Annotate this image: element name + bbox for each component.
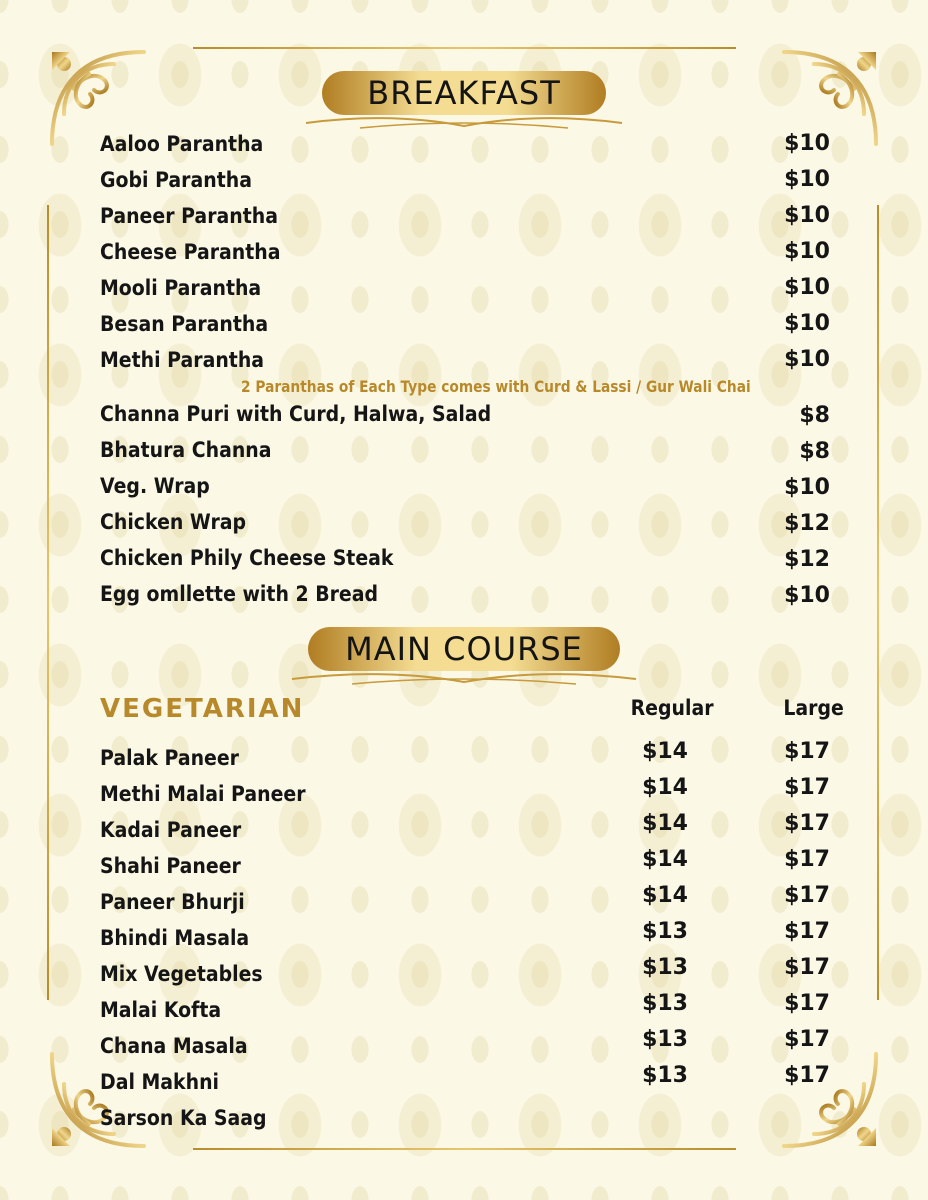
menu-item-name: Dal Makhni [100,1070,220,1094]
main-course-title: MAIN COURSE [345,630,583,668]
regular-price: $13 [642,991,688,1016]
large-price: $17 [784,1063,830,1088]
menu-item-name: Mooli Parantha [100,276,262,300]
frame-top-line [193,47,736,49]
menu-item-name: Chicken Wrap [100,510,247,534]
regular-price: $13 [642,1063,688,1088]
menu-item-name: Bhatura Channa [100,438,272,462]
regular-column-header: Regular [630,696,714,720]
menu-item-name: Gobi Parantha [100,168,252,192]
menu-item-price: $10 [784,311,830,336]
large-column-header: Large [783,696,844,720]
menu-item-price: $12 [784,547,830,572]
large-price: $17 [784,919,830,944]
breakfast-title: BREAKFAST [367,74,561,112]
menu-item-price: $12 [784,511,830,536]
vegetarian-heading: VEGETARIAN [100,694,305,724]
menu-item-name: Malai Kofta [100,998,222,1022]
large-price: $17 [784,847,830,872]
menu-item-price: $10 [784,475,830,500]
menu-item-name: Egg omllette with 2 Bread [100,582,379,606]
main-course-banner [286,624,642,690]
menu-item-name: Sarson Ka Saag [100,1106,267,1130]
parantha-note: 2 Paranthas of Each Type comes with Curd & Lassi / Gur Wali Chai [241,377,751,396]
frame-right-line [877,205,879,1000]
menu-item-price: $10 [784,131,830,156]
large-price: $17 [784,1027,830,1052]
menu-item-price: $10 [784,347,830,372]
menu-item-name: Chicken Phily Cheese Steak [100,546,394,570]
menu-item-name: Channa Puri with Curd, Halwa, Salad [100,402,492,426]
large-price: $17 [784,775,830,800]
regular-price: $14 [642,883,688,908]
menu-item-name: Veg. Wrap [100,474,210,498]
menu-item-name: Methi Malai Paneer [100,782,306,806]
menu-item-name: Besan Parantha [100,312,269,336]
regular-price: $13 [642,955,688,980]
regular-price: $14 [642,847,688,872]
menu-item-name: Paneer Bhurji [100,890,245,914]
regular-price: $13 [642,919,688,944]
regular-price: $14 [642,811,688,836]
large-price: $17 [784,883,830,908]
menu-item-name: Palak Paneer [100,746,239,770]
menu-item-price: $8 [799,403,830,428]
menu-item-name: Methi Parantha [100,348,265,372]
menu-item-name: Aaloo Parantha [100,132,264,156]
regular-price: $14 [642,739,688,764]
menu-item-name: Kadai Paneer [100,818,242,842]
regular-price: $13 [642,1027,688,1052]
frame-left-line [47,205,49,1000]
large-price: $17 [784,811,830,836]
menu-item-name: Cheese Parantha [100,240,281,264]
large-price: $17 [784,991,830,1016]
menu-item-name: Chana Masala [100,1034,248,1058]
frame-bottom-line [193,1148,736,1150]
menu-item-price: $10 [784,275,830,300]
menu-item-price: $10 [784,583,830,608]
menu-item-price: $10 [784,167,830,192]
menu-item-name: Mix Vegetables [100,962,263,986]
menu-item-name: Paneer Parantha [100,204,278,228]
menu-item-price: $10 [784,203,830,228]
breakfast-banner [300,68,628,134]
menu-item-price: $10 [784,239,830,264]
menu-item-name: Bhindi Masala [100,926,250,950]
menu-item-price: $8 [799,439,830,464]
regular-price: $14 [642,775,688,800]
menu-item-name: Shahi Paneer [100,854,241,878]
large-price: $17 [784,955,830,980]
large-price: $17 [784,739,830,764]
